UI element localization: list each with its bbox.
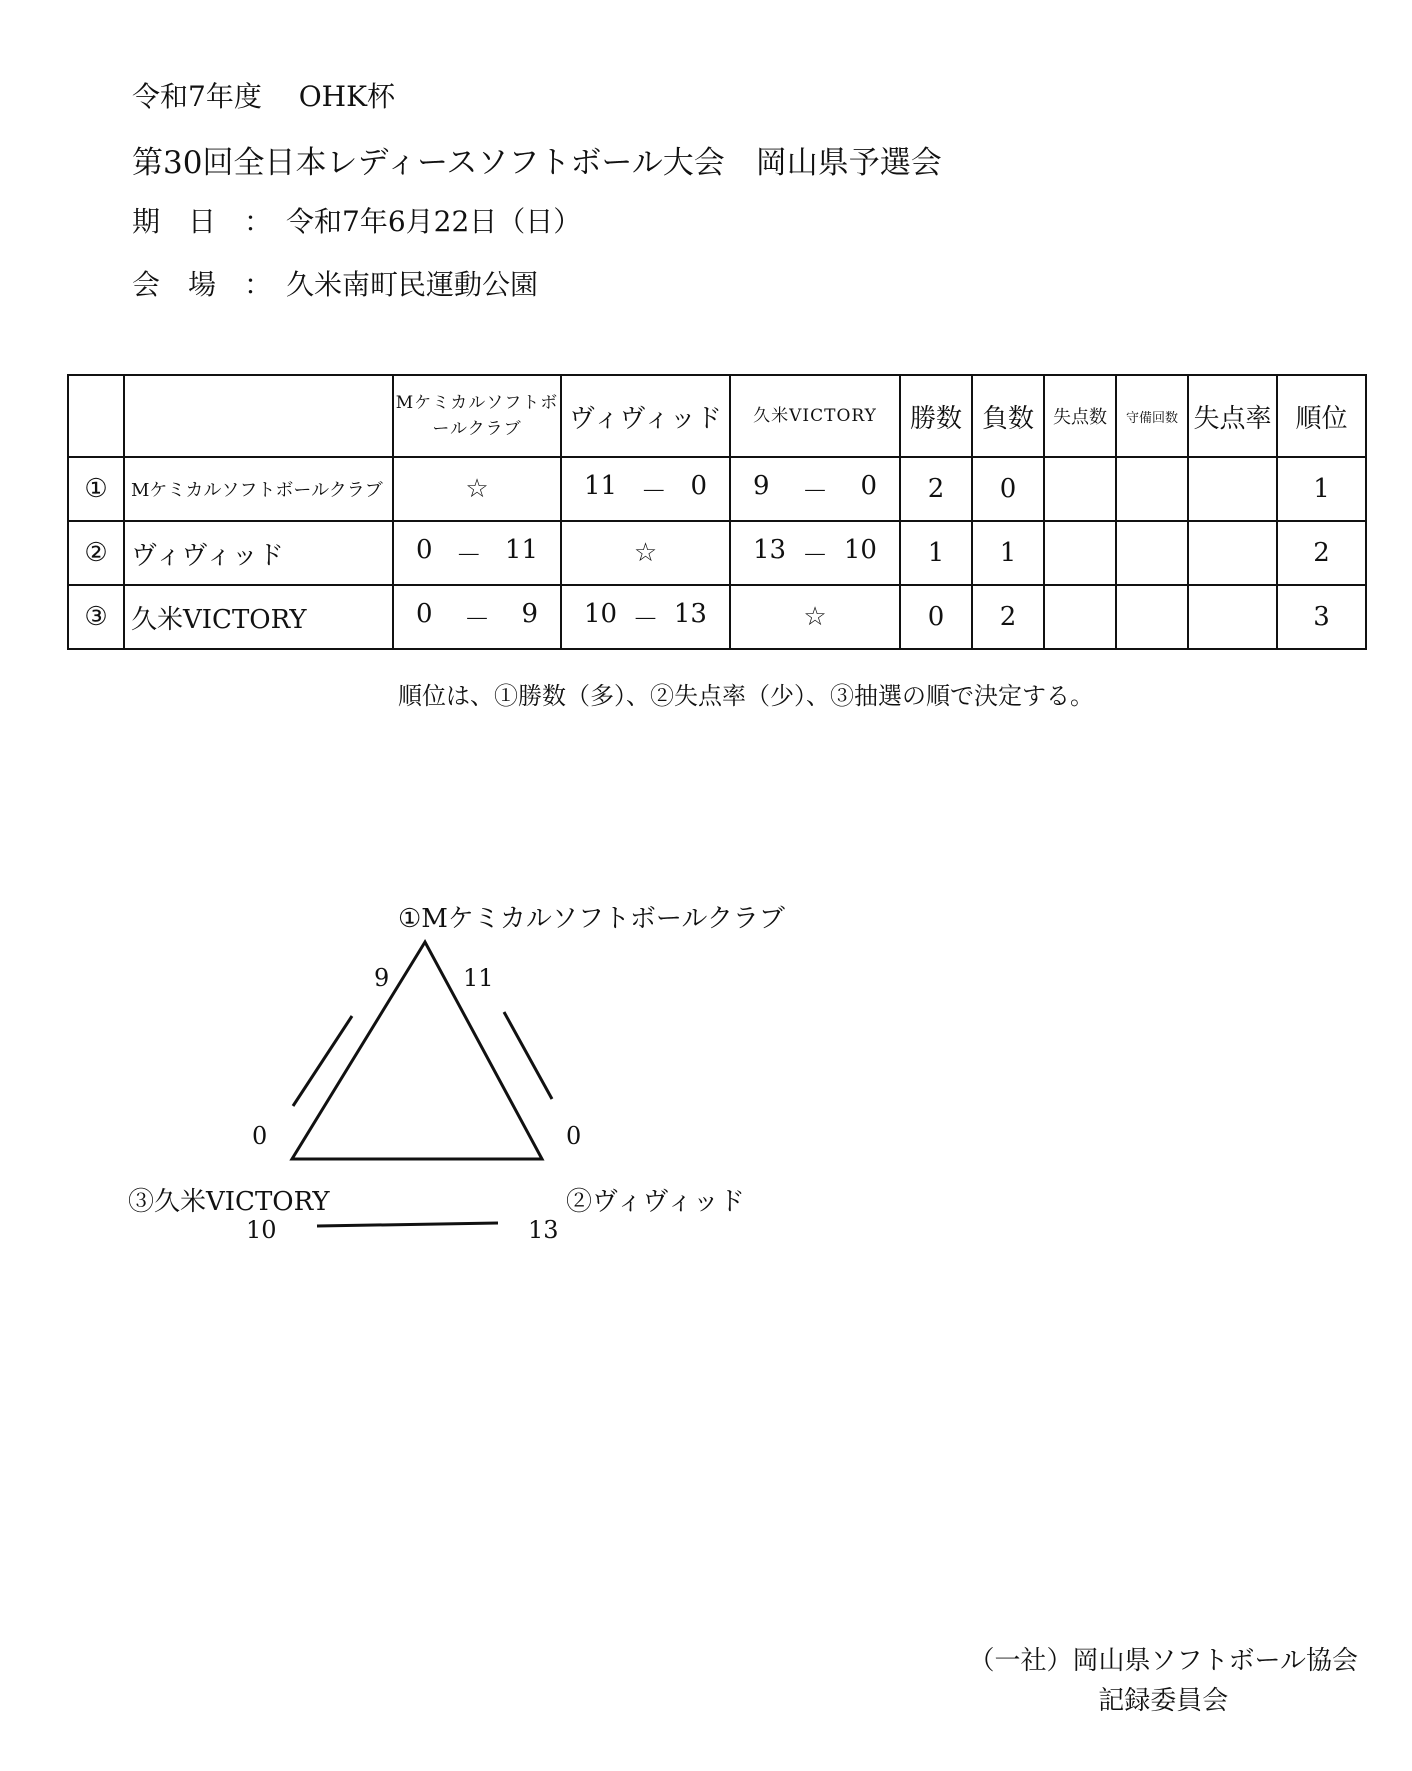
footer-organization: （一社）岡山県ソフトボール協会 [968,1646,1358,1676]
header-team [124,375,393,457]
footer-committee: 記録委員会 [1098,1686,1229,1716]
score-line-left [293,1016,352,1106]
diagram-score-team2-vs-team3: 13 [528,1216,559,1244]
table-row [68,457,1366,521]
header-team3: 久米VICTORY [730,375,900,457]
diagram-score-team1-vs-team3: 9 [374,964,390,992]
diagram-label-team3: ③久米VICTORY [128,1187,330,1217]
team-name: Mケミカルソフトボールクラブ [124,457,393,521]
match-score: 10 － 13 [561,585,730,649]
header-team1: Mケミカルソフトボールクラブ [393,375,561,457]
footer [969,1641,1358,1721]
match-score: 9 － 0 [730,457,900,521]
runs-allowed-cell [1044,585,1116,649]
row-number: ② [68,521,124,585]
header-run-rate: 失点率 [1188,375,1277,457]
diagram-label-team2: ②ヴィヴィッド [566,1187,745,1217]
wins-cell: 2 [900,457,972,521]
table-row [68,521,1366,585]
tournament-title: 第30回全日本レディースソフトボール大会 岡山県予選会 [132,145,942,181]
header-team2: ヴィヴィッド [561,375,730,457]
losses-cell: 1 [972,521,1044,585]
match-score: 0 － 9 [393,585,561,649]
match-score: 0 － 11 [393,521,561,585]
league-table [67,374,1367,650]
defensive-innings-cell [1116,521,1188,585]
rank-cell: 2 [1277,521,1366,585]
diagram-score-team3-vs-team2: 10 [246,1216,277,1244]
losses-cell: 2 [972,585,1044,649]
wins-cell: 1 [900,521,972,585]
header-runs-allowed: 失点数 [1044,375,1116,457]
run-rate-cell [1188,457,1277,521]
score-line-bottom [317,1223,498,1226]
table-row [68,585,1366,649]
header-defensive-innings: 守備回数 [1116,375,1188,457]
team-name: ヴィヴィッド [124,521,393,585]
ranking-rule-note: 順位は、①勝数（多）、②失点率（少）、③抽選の順で決定する。 [398,682,1094,710]
match-score: 11 － 0 [561,457,730,521]
header-rank: 順位 [1277,375,1366,457]
score-line-right [504,1012,552,1099]
runs-allowed-cell [1044,457,1116,521]
rank-cell: 3 [1277,585,1366,649]
tournament-year-title: 令和7年度 OHK杯 [132,80,396,113]
diagram-score-team3-vs-team1: 0 [252,1122,268,1150]
event-venue: 会 場 ： 久米南町民運動公園 [132,268,539,301]
run-rate-cell [1188,521,1277,585]
rank-cell: 1 [1277,457,1366,521]
self-match-star: ☆ [730,585,900,649]
wins-cell: 0 [900,585,972,649]
table-header-row [68,375,1366,457]
row-number: ③ [68,585,124,649]
event-date: 期 日 ： 令和7年6月22日（日） [132,205,582,238]
team-name: 久米VICTORY [124,585,393,649]
defensive-innings-cell [1116,585,1188,649]
self-match-star: ☆ [393,457,561,521]
header-wins: 勝数 [900,375,972,457]
runs-allowed-cell [1044,521,1116,585]
diagram-score-team2-vs-team1: 0 [566,1122,582,1150]
self-match-star: ☆ [561,521,730,585]
header-losses: 負数 [972,375,1044,457]
row-number: ① [68,457,124,521]
header-no [68,375,124,457]
diagram-score-team1-vs-team2: 11 [463,964,494,992]
run-rate-cell [1188,585,1277,649]
losses-cell: 0 [972,457,1044,521]
defensive-innings-cell [1116,457,1188,521]
diagram-label-team1: ①Mケミカルソフトボールクラブ [398,904,785,934]
match-score: 13 － 10 [730,521,900,585]
